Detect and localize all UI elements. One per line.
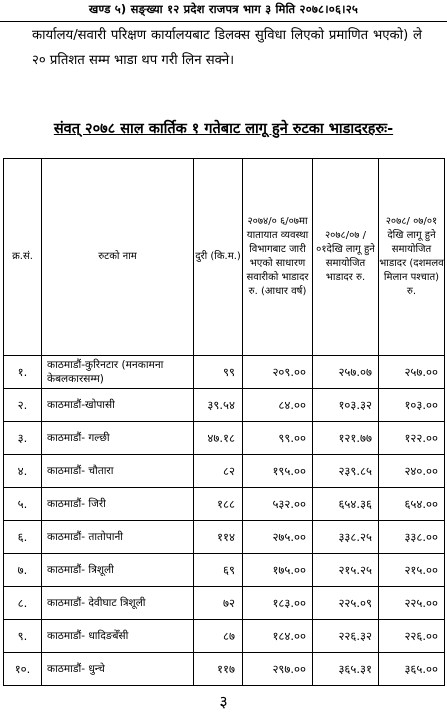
header-divider [0, 21, 447, 22]
serial-cell: ६. [4, 521, 42, 554]
serial-cell: ७. [4, 554, 42, 587]
base-rate-cell: १८४.०० [243, 620, 313, 653]
adjusted-rate-cell: ३६५.३१ [313, 653, 379, 686]
serial-cell: ३. [4, 422, 42, 455]
route-name-cell: काठमाडौं- जिरी [42, 488, 194, 521]
adjusted-rate-cell: २३९.८५ [313, 455, 379, 488]
route-name-cell: काठमाडौं- धादिङबेँसी [42, 620, 194, 653]
table-header-row [4, 159, 445, 356]
distance-cell: ४७.१८ [194, 422, 243, 455]
route-name-cell: काठमाडौं- चौतारा [42, 455, 194, 488]
table-body [4, 356, 445, 686]
distance-cell: ६९ [194, 554, 243, 587]
distance-cell: ११४ [194, 521, 243, 554]
fare-table-heading: संवत् २०७८ साल कार्तिक १ गतेबाट लागू हुने रुटका भाडादरहरुः- [53, 121, 394, 137]
rounded-rate-cell: २२६.०० [379, 620, 445, 653]
table-row [4, 521, 445, 554]
rounded-rate-cell: १०३.०० [379, 389, 445, 422]
serial-cell: २. [4, 389, 42, 422]
distance-cell: १८८ [194, 488, 243, 521]
distance-cell: ७२ [194, 587, 243, 620]
table-row [4, 488, 445, 521]
base-rate-cell: २७५.०० [243, 521, 313, 554]
col-header-route: रुटको नाम [42, 159, 194, 356]
serial-cell: १०. [4, 653, 42, 686]
adjusted-rate-cell: २१५.२५ [313, 554, 379, 587]
table-row [4, 422, 445, 455]
base-rate-cell: २९७.०० [243, 653, 313, 686]
rounded-rate-cell: ३३८.०० [379, 521, 445, 554]
distance-cell: ३९.५४ [194, 389, 243, 422]
distance-cell: ८७ [194, 620, 243, 653]
adjusted-rate-cell: २५७.०७ [313, 356, 379, 389]
col-header-serial: क्र.सं. [4, 159, 42, 356]
table-row [4, 389, 445, 422]
table-row [4, 587, 445, 620]
route-name-cell: काठमाडौं- तातोपानी [42, 521, 194, 554]
gazette-header: खण्ड ५) सङ्ख्या १२ प्रदेश राजपत्र भाग ३ मिति २०७८।०६।२५ [88, 2, 359, 16]
rounded-rate-cell: २१५.०० [379, 554, 445, 587]
rounded-rate-cell: २२५.०० [379, 587, 445, 620]
distance-cell: ९९ [194, 356, 243, 389]
col-header-rounded-rate: २०७८/ ०७/०१ देखि लागू हुने समायोजित भाडादर (दशमलव मिलान पश्चात) रु. [379, 159, 445, 356]
route-name-cell: काठमाडौं- त्रिशूली [42, 554, 194, 587]
adjusted-rate-cell: ६५४.३६ [313, 488, 379, 521]
table-row [4, 455, 445, 488]
fare-rates-table [3, 158, 445, 686]
adjusted-rate-cell: २२६.३२ [313, 620, 379, 653]
rounded-rate-cell: ३६५.०० [379, 653, 445, 686]
table-row [4, 554, 445, 587]
serial-cell: ५. [4, 488, 42, 521]
route-name-cell: काठमाडौं- देवीघाट त्रिशूली [42, 587, 194, 620]
base-rate-cell: १८३.०० [243, 587, 313, 620]
distance-cell: ८२ [194, 455, 243, 488]
base-rate-cell: १९५.०० [243, 455, 313, 488]
route-name-cell: काठमाडौं-कुरिनटार (मनकामना केबलकारसम्म) [42, 356, 194, 389]
body-paragraph: कार्यालय/सवारी परिक्षण कार्यालयबाट डिलक्स सुविधा लिएको प्रमाणित भएको) ले २० प्रतिशत सम्म भाडा थप गरी लिन सक्ने। [32, 28, 422, 68]
table-row [4, 356, 445, 389]
route-name-cell: काठमाडौं-खोपासी [42, 389, 194, 422]
adjusted-rate-cell: १०३.३२ [313, 389, 379, 422]
adjusted-rate-cell: ३३८.२५ [313, 521, 379, 554]
rounded-rate-cell: २५७.०० [379, 356, 445, 389]
adjusted-rate-cell: २२५.०९ [313, 587, 379, 620]
col-header-adjusted-rate: २०७८/०७ /०१देखि लागू हुने समायोजित भाडादर रु. [313, 159, 379, 356]
table-row [4, 620, 445, 653]
base-rate-cell: ५३२.०० [243, 488, 313, 521]
base-rate-cell: ८४.०० [243, 389, 313, 422]
rounded-rate-cell: २४०.०० [379, 455, 445, 488]
serial-cell: १. [4, 356, 42, 389]
route-name-cell: काठमाडौं- धुन्चे [42, 653, 194, 686]
serial-cell: ८. [4, 587, 42, 620]
adjusted-rate-cell: १२१.७७ [313, 422, 379, 455]
base-rate-cell: ९९.०० [243, 422, 313, 455]
rounded-rate-cell: १२२.०० [379, 422, 445, 455]
page-number: ३ [219, 692, 228, 711]
col-header-base-rate: २०७४/० ६/०७मा यातायात व्यवस्था विभागबाट जारी भएको साधारण सवारीको भाडादर रु. (आधार वर्ष) [243, 159, 313, 356]
distance-cell: ११७ [194, 653, 243, 686]
col-header-distance: दुरी (कि.म.) [194, 159, 243, 356]
serial-cell: ४. [4, 455, 42, 488]
base-rate-cell: १७५.०० [243, 554, 313, 587]
route-name-cell: काठमाडौं- गल्छी [42, 422, 194, 455]
rounded-rate-cell: ६५४.०० [379, 488, 445, 521]
serial-cell: ९. [4, 620, 42, 653]
table-row [4, 653, 445, 686]
base-rate-cell: २०९.०० [243, 356, 313, 389]
